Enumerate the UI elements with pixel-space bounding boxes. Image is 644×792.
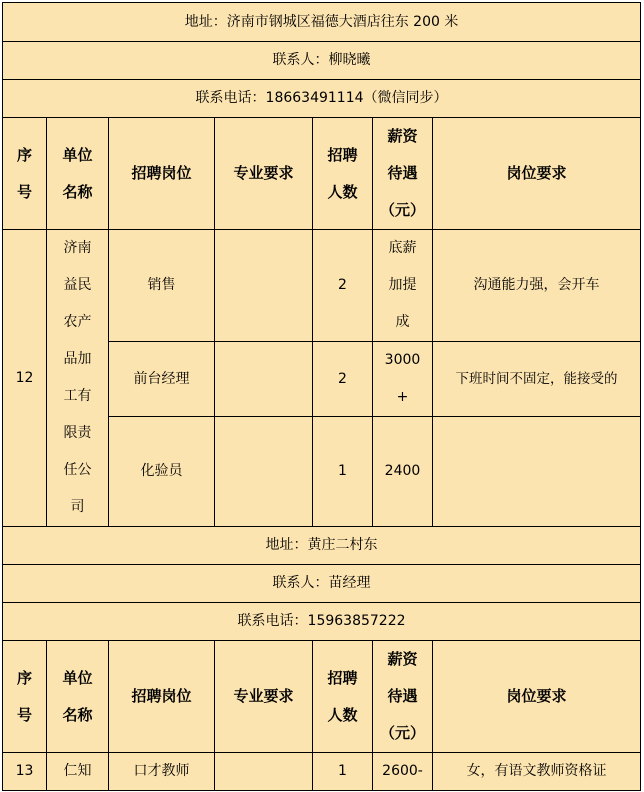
count-cell: 2 — [313, 342, 373, 417]
row-number: 13 — [3, 753, 47, 791]
address-row: 地址：济南市钢城区福德大酒店往东 200 米 — [3, 3, 641, 42]
contact-row: 联系人：苗经理 — [3, 565, 641, 603]
salary-cell: 2400 — [373, 417, 433, 527]
header-salary: 薪资 待遇 （元） — [373, 641, 433, 753]
header-company: 单位 名称 — [47, 118, 109, 230]
company-name: 济南 益民 农产 品加 工有 限责 任公 司 — [47, 230, 109, 527]
salary-cell: 3000 + — [373, 342, 433, 417]
phone-row: 联系电话：15963857222 — [3, 603, 641, 641]
requirement-cell: 女，有语文教师资格证 — [433, 753, 641, 791]
address-row: 地址：黄庄二村东 — [3, 527, 641, 565]
requirement-cell — [433, 417, 641, 527]
phone-row: 联系电话：18663491114（微信同步） — [3, 80, 641, 118]
job-listing-table — [2, 2, 641, 791]
header-count: 招聘 人数 — [313, 641, 373, 753]
salary-cell: 2600- — [373, 753, 433, 791]
header-requirement: 岗位要求 — [433, 118, 641, 230]
position-cell: 前台经理 — [109, 342, 215, 417]
position-cell: 销售 — [109, 230, 215, 342]
header-position: 招聘岗位 — [109, 118, 215, 230]
count-cell: 2 — [313, 230, 373, 342]
header-position: 招聘岗位 — [109, 641, 215, 753]
header-major: 专业要求 — [215, 118, 313, 230]
row-number: 12 — [3, 230, 47, 527]
count-cell: 1 — [313, 753, 373, 791]
position-cell: 化验员 — [109, 417, 215, 527]
header-row — [3, 118, 641, 230]
table-row — [3, 753, 641, 791]
salary-cell: 底薪 加提 成 — [373, 230, 433, 342]
major-cell — [215, 417, 313, 527]
table-row — [3, 230, 641, 342]
header-no: 序 号 — [3, 641, 47, 753]
contact-row: 联系人：柳晓曦 — [3, 42, 641, 80]
count-cell: 1 — [313, 417, 373, 527]
position-cell: 口才教师 — [109, 753, 215, 791]
company-name: 仁知 — [47, 753, 109, 791]
header-no: 序 号 — [3, 118, 47, 230]
major-cell — [215, 753, 313, 791]
header-row — [3, 641, 641, 753]
major-cell — [215, 230, 313, 342]
header-salary: 薪资 待遇 （元） — [373, 118, 433, 230]
major-cell — [215, 342, 313, 417]
header-company: 单位 名称 — [47, 641, 109, 753]
header-count: 招聘 人数 — [313, 118, 373, 230]
requirement-cell: 下班时间不固定，能接受的 — [433, 342, 641, 417]
header-major: 专业要求 — [215, 641, 313, 753]
requirement-cell: 沟通能力强，会开车 — [433, 230, 641, 342]
header-requirement: 岗位要求 — [433, 641, 641, 753]
